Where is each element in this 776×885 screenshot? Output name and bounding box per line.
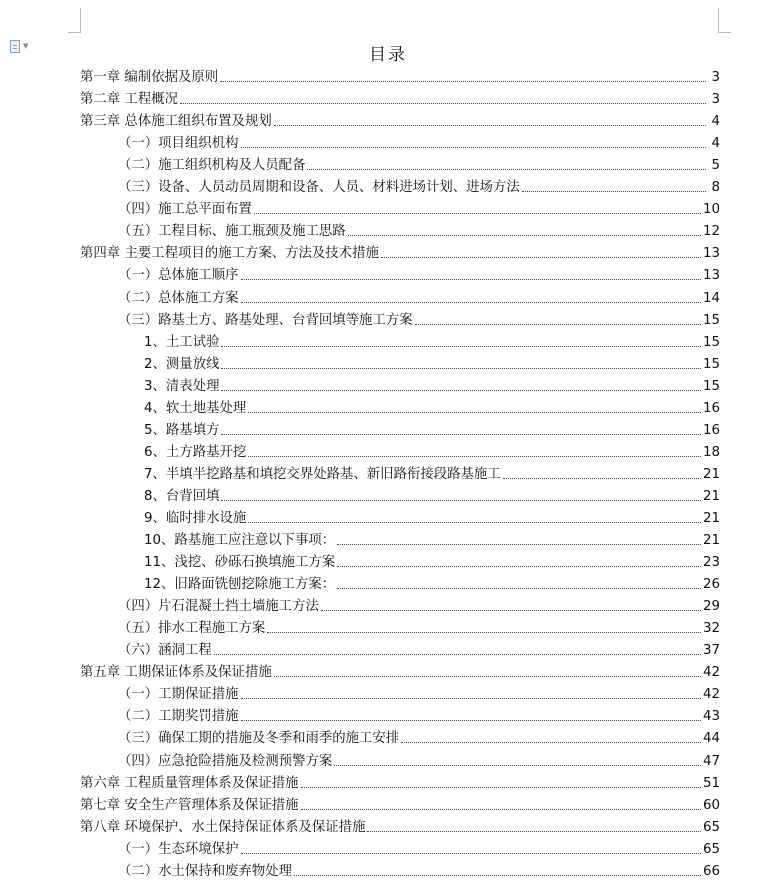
toc-entry[interactable] — [80, 505, 720, 527]
toc-entry-page-number: 3 — [711, 92, 720, 108]
toc-entry-label: （一）生态环境保护 — [118, 841, 239, 857]
toc-entry[interactable] — [80, 483, 720, 505]
toc-entry[interactable] — [80, 174, 720, 196]
toc-entry-page-number: 32 — [702, 621, 720, 637]
toc-entry-page-number: 14 — [702, 290, 720, 306]
toc-entry-page-number: 15 — [702, 378, 720, 394]
toc-entry[interactable] — [80, 593, 720, 615]
toc-entry-label: 第六章 工程质量管理体系及保证措施 — [80, 775, 299, 791]
toc-leader-dots — [248, 522, 701, 523]
toc-leader-dots — [401, 742, 701, 743]
toc-entry-label: 第五章 工期保证体系及保证措施 — [80, 665, 272, 681]
toc-entry[interactable] — [80, 262, 720, 284]
toc-entry-page-number: 13 — [702, 246, 720, 262]
toc-entry[interactable] — [80, 329, 720, 351]
toc-entry[interactable] — [80, 461, 720, 483]
toc-entry[interactable] — [80, 858, 720, 880]
toc-entry-label: 第三章 总体施工组织布置及规划 — [80, 114, 272, 130]
toc-entry[interactable] — [80, 703, 720, 725]
toc-entry-page-number: 13 — [702, 268, 720, 284]
toc-entry-label: 7、半填半挖路基和填挖交界处路基、新旧路衔接段路基施工 — [144, 466, 501, 482]
toc-entry-label: （三）路基土方、路基处理、台背回填等施工方案 — [118, 312, 413, 328]
toc-entry-page-number: 3 — [711, 70, 720, 86]
toc-entry-page-number: 42 — [702, 665, 720, 681]
toc-leader-dots — [221, 368, 700, 369]
toc-entry-page-number: 65 — [702, 819, 720, 835]
toc-leader-dots — [241, 279, 701, 280]
toc-entry[interactable] — [80, 284, 720, 306]
toc-entry-page-number: 44 — [702, 731, 720, 747]
toc-leader-dots — [334, 765, 701, 766]
toc-leader-dots — [274, 676, 701, 677]
margin-corner-mark-right — [718, 8, 731, 33]
toc-entry-page-number: 43 — [702, 709, 720, 725]
toc-entry[interactable] — [80, 373, 720, 395]
toc-entry-label: 第二章 工程概况 — [80, 92, 178, 108]
toc-entry-page-number: 60 — [702, 797, 720, 813]
toc-entry[interactable] — [80, 770, 720, 792]
toc-entry[interactable] — [80, 351, 720, 373]
toc-leader-dots — [348, 235, 701, 236]
toc-entry[interactable] — [80, 152, 720, 174]
toc-entry-page-number: 29 — [702, 599, 720, 615]
toc-leader-dots — [221, 390, 700, 391]
toc-entry[interactable] — [80, 836, 720, 858]
toc-leader-dots — [241, 853, 701, 854]
toc-leader-dots — [367, 831, 700, 832]
toc-entry-label: （五）工程目标、施工瓶颈及施工思路 — [118, 224, 346, 240]
toc-entry-label: （四）施工总平面布置 — [118, 202, 252, 218]
toc-entry-page-number: 47 — [702, 753, 720, 769]
toc-entry-page-number: 21 — [702, 533, 720, 549]
toc-entry-label: 第八章 环境保护、水土保持保证体系及保证措施 — [80, 819, 366, 835]
toc-entry-label: （一）项目组织机构 — [118, 136, 239, 152]
toc-entry-page-number: 15 — [702, 312, 720, 328]
toc-entry[interactable] — [80, 439, 720, 461]
toc-entry-label: （二）总体施工方案 — [118, 290, 239, 306]
toc-entry-label: 12、旧路面铣刨挖除施工方案： — [144, 577, 336, 593]
toc-entry-page-number: 21 — [702, 488, 720, 504]
toc-entry[interactable] — [80, 615, 720, 637]
toc-entry-label: 9、临时排水设施 — [144, 510, 247, 526]
toc-entry-label: （二）工期奖罚措施 — [118, 709, 239, 725]
toc-entry[interactable] — [80, 240, 720, 262]
toc-entry[interactable] — [80, 571, 720, 593]
toc-entry-page-number: 15 — [702, 334, 720, 350]
chevron-down-icon: ▼ — [23, 42, 29, 50]
toc-entry-label: （三）设备、人员动员周期和设备、人员、材料进场计划、进场方法 — [118, 180, 520, 196]
toc-leader-dots — [294, 875, 701, 876]
toc-entry-page-number: 65 — [702, 841, 720, 857]
toc-entry-label: 6、土方路基开挖 — [144, 444, 247, 460]
toc-leader-dots — [221, 500, 700, 501]
toc-entry-page-number: 23 — [702, 555, 720, 571]
toc-entry-label: 11、浅挖、砂砾石换填施工方案 — [144, 555, 336, 571]
toc-leader-dots — [214, 654, 701, 655]
toc-entry[interactable] — [80, 725, 720, 747]
table-of-contents — [80, 64, 720, 880]
toc-entry[interactable] — [80, 86, 720, 108]
toc-leader-dots — [220, 81, 706, 82]
toc-entry-label: 8、台背回填 — [144, 488, 220, 504]
toc-entry-page-number: 18 — [702, 444, 720, 460]
margin-corner-mark-left — [68, 8, 81, 33]
toc-entry-label: （二）水土保持和废弃物处理 — [118, 863, 293, 879]
toc-leader-dots — [337, 566, 701, 567]
toc-leader-dots — [221, 434, 700, 435]
toc-entry-label: 5、路基填方 — [144, 422, 220, 438]
toc-entry-label: 4、软土地基处理 — [144, 400, 247, 416]
toc-entry-label: 2、测量放线 — [144, 356, 220, 372]
page-title: 目录 — [369, 45, 407, 65]
toc-entry[interactable] — [80, 747, 720, 769]
toc-leader-dots — [503, 478, 701, 479]
toc-leader-dots — [307, 169, 706, 170]
toc-leader-dots — [241, 720, 701, 721]
toc-entry-label: （二）施工组织机构及人员配备 — [118, 158, 306, 174]
toc-entry[interactable] — [80, 218, 720, 240]
toc-entry[interactable] — [80, 549, 720, 571]
toc-leader-dots — [241, 302, 701, 303]
toc-leader-dots — [321, 610, 701, 611]
toc-leader-dots — [221, 346, 700, 347]
toc-entry[interactable] — [80, 395, 720, 417]
toc-leader-dots — [241, 147, 706, 148]
toc-entry[interactable] — [80, 108, 720, 130]
toc-entry-page-number: 51 — [702, 775, 720, 791]
toc-leader-dots — [337, 588, 701, 589]
toc-entry-label: （一）总体施工顺序 — [118, 268, 239, 284]
toc-entry-page-number: 42 — [702, 687, 720, 703]
toc-leader-dots — [381, 257, 701, 258]
toc-leader-dots — [301, 787, 701, 788]
toc-entry-page-number: 21 — [702, 510, 720, 526]
toc-entry-page-number: 4 — [711, 114, 720, 130]
toc-leader-dots — [180, 103, 706, 104]
toc-entry-page-number: 5 — [711, 158, 720, 174]
toc-entry-page-number: 37 — [702, 643, 720, 659]
toc-entry[interactable] — [80, 64, 720, 86]
toc-entry[interactable] — [80, 130, 720, 152]
toc-entry[interactable] — [80, 637, 720, 659]
toc-entry-page-number: 10 — [702, 202, 720, 218]
toc-leader-dots — [254, 213, 701, 214]
toc-entry[interactable] — [80, 527, 720, 549]
toc-leader-dots — [248, 456, 701, 457]
toc-leader-dots — [241, 698, 701, 699]
toc-leader-dots — [267, 632, 701, 633]
toc-entry-label: （五）排水工程施工方案 — [118, 621, 266, 637]
toc-entry-page-number: 12 — [702, 224, 720, 240]
toc-entry[interactable] — [80, 417, 720, 439]
toc-leader-dots — [274, 125, 706, 126]
toc-entry-label: （四）应急抢险措施及检测预警方案 — [118, 753, 333, 769]
toc-entry-label: 第四章 主要工程项目的施工方案、方法及技术措施 — [80, 246, 379, 262]
toc-leader-dots — [522, 191, 706, 192]
toc-entry[interactable] — [80, 659, 720, 681]
toc-leader-dots — [415, 324, 701, 325]
toc-entry-page-number: 15 — [702, 356, 720, 372]
toc-entry-label: 第一章 编制依据及原则 — [80, 70, 219, 86]
toc-entry[interactable] — [80, 307, 720, 329]
toc-entry-label: （三）确保工期的措施及冬季和雨季的施工安排 — [118, 731, 400, 747]
toc-entry-label: （六）涵洞工程 — [118, 643, 212, 659]
toc-entry-label: （四）片石混凝土挡土墙施工方法 — [118, 599, 319, 615]
toc-entry-page-number: 4 — [711, 136, 720, 152]
toc-leader-dots — [337, 544, 701, 545]
toc-entry-label: 3、清表处理 — [144, 378, 220, 394]
toc-entry-label: 1、土工试验 — [144, 334, 220, 350]
toc-entry-label: 第七章 安全生产管理体系及保证措施 — [80, 797, 299, 813]
toc-entry-label: （一）工期保证措施 — [118, 687, 239, 703]
toc-entry[interactable] — [80, 196, 720, 218]
toc-entry-page-number: 16 — [702, 422, 720, 438]
toc-entry[interactable] — [80, 814, 720, 836]
toc-entry[interactable] — [80, 792, 720, 814]
toc-entry-page-number: 26 — [702, 577, 720, 593]
toc-entry-page-number: 66 — [702, 863, 720, 879]
toc-leader-dots — [301, 809, 701, 810]
toc-entry-label: 10、路基施工应注意以下事项： — [144, 533, 336, 549]
toc-entry[interactable] — [80, 681, 720, 703]
toc-entry-page-number: 21 — [702, 466, 720, 482]
toc-entry-page-number: 16 — [702, 400, 720, 416]
toc-entry-page-number: 8 — [711, 180, 720, 196]
toc-leader-dots — [248, 412, 701, 413]
